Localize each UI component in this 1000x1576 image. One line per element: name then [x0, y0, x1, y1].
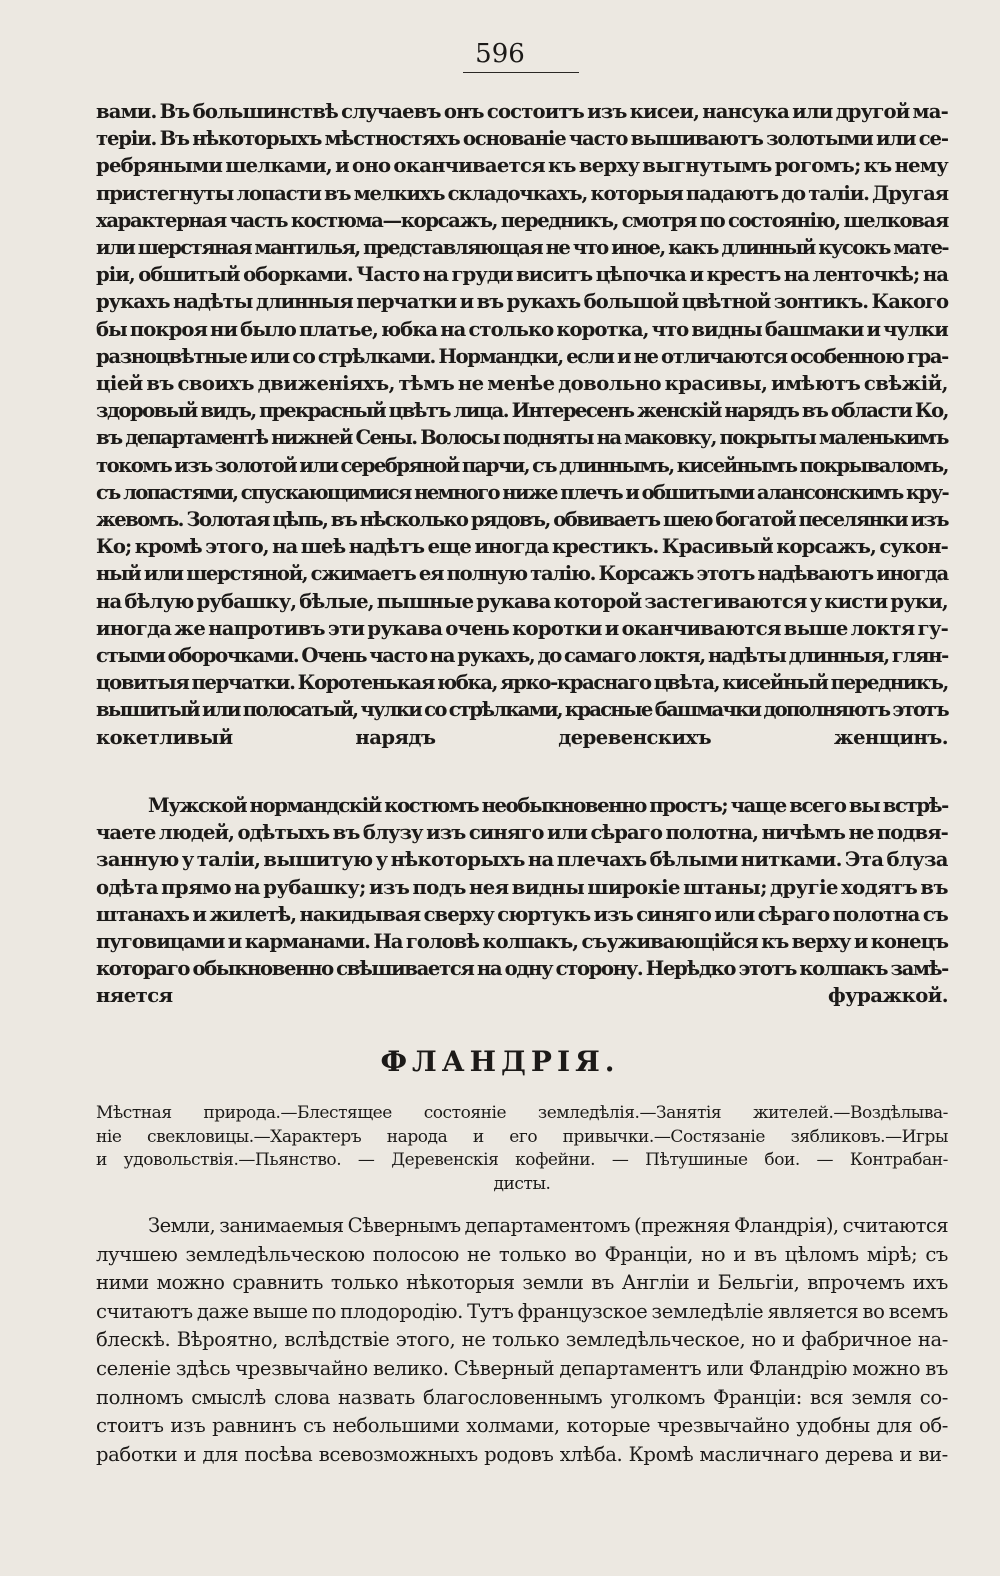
text-line: иногда же напротивъ эти рукава очень коротки и оканчиваются выше локтя гу- [96, 616, 948, 640]
text-line: разноцвѣтные или со стрѣлками. Нормандки, если и не отличаются особенною гра- [96, 344, 948, 368]
header-rule [463, 72, 579, 73]
text-line: селеніе здѣсь чрезвычайно велико. Сѣверный департаментъ или Фландрію можно въ [96, 1356, 948, 1380]
summary-line: и удовольствія.—Пьянство. — Деревенскія кофейни. — Пѣтушиные бои. — Контрабан- [96, 1150, 948, 1171]
text-line: ребряными шелками, и оно оканчивается къ верху выгнутымъ рогомъ; къ нему [96, 154, 948, 178]
text-line: вышитый или полосатый, чулки со стрѣлками, красные башмачки дополняютъ этотъ [96, 698, 948, 722]
text-line: лучшею земледѣльческою полосою не только во Франціи, но и въ цѣломъ мірѣ; съ [96, 1242, 948, 1266]
text-line-last: кокетливый нарядъ деревенскихъ женщинъ. [96, 725, 948, 749]
text-line: бы покроя ни было платье, юбка на столько коротка, что видны башмаки и чулки [96, 317, 948, 341]
text-line: или шерстяная мантилья, представляющая не что иное, какъ длинный кусокъ мате- [96, 236, 948, 260]
summary-line: Мѣстная природа.—Блестящее состояніе земледѣлія.—Занятія жителей.—Воздѣлыва- [96, 1103, 948, 1123]
text-line: полномъ смыслѣ слова назвать благословеннымъ уголкомъ Франціи: вся земля со- [96, 1385, 948, 1409]
text-line: токомъ изъ золотой или серебряной парчи, съ длиннымъ, кисейнымъ покрываломъ, [96, 453, 948, 477]
text-line: теріи. Въ нѣкоторыхъ мѣстностяхъ основаніе часто вышиваютъ золотыми или се- [96, 127, 948, 151]
text-line-first: Земли, занимаемыя Сѣвернымъ департаментомъ (прежняя Фландрія), считаются [148, 1214, 948, 1237]
text-line: вами. Въ большинствѣ случаевъ онъ состоитъ изъ кисеи, нансука или другой ма- [96, 100, 948, 123]
text-line: пристегнуты лопасти въ мелкихъ складочкахъ, которыя падаютъ до таліи. Другая [96, 181, 948, 205]
text-line: стоитъ изъ равнинъ съ небольшими холмами, которые чрезвычайно удобны для об- [96, 1414, 948, 1438]
text-line: блескѣ. Вѣроятно, вслѣдствіе этого, не только земледѣльческое, но и фабричное на- [96, 1328, 948, 1352]
text-line: рукахъ надѣты длинныя перчатки и въ рукахъ большой цвѣтной зонтикъ. Какого [96, 290, 948, 314]
text-line: ный или шерстяной, сжимаетъ ея полную талію. Корсажъ этотъ надѣваютъ иногда [96, 562, 948, 586]
text-line: ними можно сравнить только нѣкоторыя земли въ Англіи и Бельгіи, впрочемъ ихъ [96, 1271, 948, 1295]
paragraph-flanders [96, 1212, 948, 1469]
summary-line: ніе свекловицы.—Характеръ народа и его привычки.—Состязаніе зябликовъ.—Игры [96, 1126, 948, 1147]
text-line: считаютъ даже выше по плодородію. Тутъ французское земледѣліе является во всемъ [96, 1299, 948, 1323]
text-line: одѣта прямо на рубашку; изъ подъ нея видны широкіе штаны; другіе ходятъ въ [96, 875, 948, 899]
chapter-summary [96, 1102, 948, 1196]
text-line: характерная часть костюма—корсажъ, передникъ, смотря по состоянію, шелковая [96, 208, 948, 232]
text-line: пуговицами и карманами. На головѣ колпакъ, съуживающійся къ верху и конецъ [96, 930, 948, 954]
summary-line-last: дисты. [493, 1173, 551, 1194]
text-line: ріи, обшитый оборками. Часто на груди виситъ цѣпочка и крестъ на ленточкѣ; на [96, 263, 948, 287]
text-line: чаете людей, одѣтыхъ въ блузу изъ синяго или сѣраго полотна, ничѣмъ не подвя- [96, 821, 948, 845]
page-number: 596 [475, 39, 525, 69]
text-line: съ лопастями, спускающимися немного ниже плечъ и обшитыми алансонскимъ кру- [96, 480, 948, 504]
text-line: цовитыя перчатки. Коротенькая юбка, ярко-краснаго цвѣта, кисейный передникъ, [96, 671, 948, 695]
paragraph-costume-women [96, 98, 948, 751]
paragraph-costume-men [96, 792, 948, 1010]
text-line: Ко; кромѣ этого, на шеѣ надѣтъ еще иногда крестикъ. Красивый корсажъ, сукон- [96, 535, 948, 559]
text-line: здоровый видъ, прекрасный цвѣтъ лица. Интересенъ женскій нарядъ въ области Ко, [96, 399, 948, 423]
text-line-last: няется фуражкой. [96, 984, 948, 1008]
text-line: стыми оборочками. Очень часто на рукахъ, до самаго локтя, надѣты длинныя, глян- [96, 644, 948, 668]
text-line: на бѣлую рубашку, бѣлые, пышные рукава которой застегиваются у кисти руки, [96, 589, 948, 613]
text-line: ціей въ своихъ движеніяхъ, тѣмъ не менѣе довольно красивы, имѣютъ свѣжій, [96, 372, 948, 396]
chapter-title: ФЛАНДРІЯ. [380, 1045, 620, 1078]
text-line: жевомъ. Золотая цѣпь, въ нѣсколько рядовъ, обвиваетъ шею богатой песелянки изъ [96, 508, 948, 532]
text-line: штанахъ и жилетѣ, накидывая сверху сюртукъ изъ синяго или сѣраго полотна съ [96, 902, 948, 926]
text-line: работки и для посѣва всевозможныхъ родовъ хлѣба. Кромѣ масличнаго дерева и ви- [96, 1442, 948, 1466]
text-line: котораго обыкновенно свѣшивается на одну сторону. Нерѣдко этотъ колпакъ замѣ- [96, 957, 948, 981]
text-line-first: Мужской нормандскій костюмъ необыкновенно простъ; чаще всего вы встрѣ- [148, 794, 948, 817]
text-line: въ департаментѣ нижней Сены. Волосы подняты на маковку, покрыты маленькимъ [96, 426, 948, 450]
text-line: занную у таліи, вышитую у нѣкоторыхъ на плечахъ бѣлыми нитками. Эта блуза [96, 848, 948, 872]
